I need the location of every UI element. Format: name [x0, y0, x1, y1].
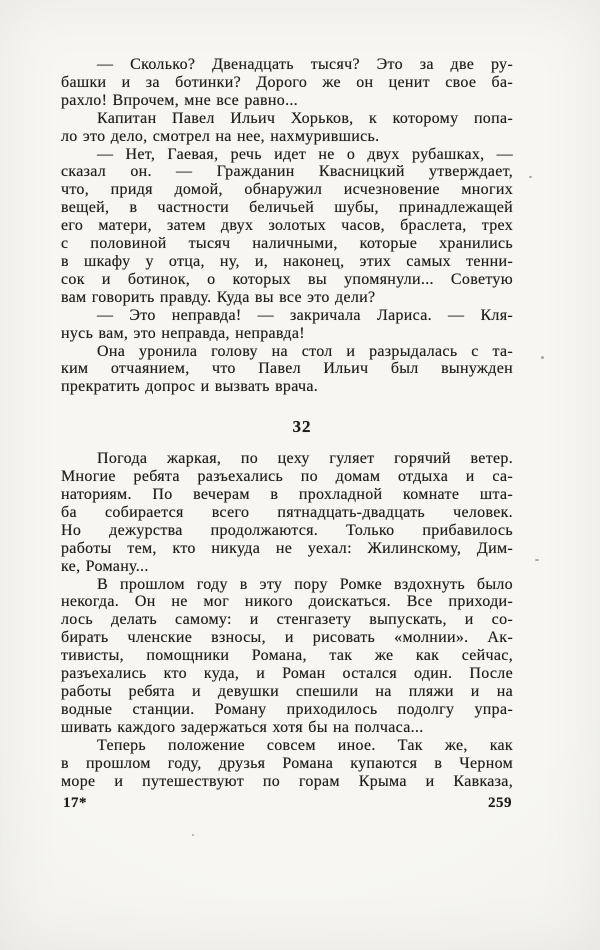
page-number: 259	[488, 795, 512, 811]
text-line: вам говорить правду. Куда вы все это дели?	[61, 288, 376, 306]
text-line: его матери, затем двух золотых часов, браслета, трех	[61, 217, 513, 235]
text-line: работы ребята и девушки спешили на пляжи и на	[61, 683, 513, 700]
paragraph	[61, 307, 513, 343]
chapter-number-heading: 32	[292, 417, 312, 437]
paragraph	[61, 146, 513, 307]
text-line: — Сколько? Двенадцать тысяч? Это за две ру-	[97, 56, 513, 73]
text-line: в прошлом году, друзья Романа купаются в Черном	[61, 754, 513, 772]
text-line: — Это неправда! — закричала Лариса. — Кля-	[97, 306, 513, 324]
text-line: лось делать самому: и стенгазету выпускать, и со-	[61, 611, 513, 629]
text-line: сказал он. — Гражданин Квасницкий утверждает,	[61, 163, 513, 181]
text-line: Но дежурства продолжаются. Только прибавилось	[61, 521, 513, 539]
text-line: В прошлом году в эту пору Ромке вздохнуть было	[97, 575, 513, 593]
scan-speck	[192, 834, 194, 836]
scan-speck	[535, 559, 539, 561]
text-line: сок и ботинок, о которых вы упомянули... Советую	[61, 270, 513, 288]
paragraph	[61, 56, 513, 110]
paragraph	[61, 450, 513, 575]
scan-speck	[541, 356, 544, 359]
text-line: Теперь положение совсем иное. Так же, как	[97, 736, 513, 754]
text-line: в шкафу у отца, ну, и, наконец, этих самых тенни-	[61, 252, 513, 270]
text-line: нусь вам, это неправда, неправда!	[61, 324, 305, 342]
text-line: ба собирается всего пятнадцать-двадцать человек.	[61, 503, 513, 521]
text-line: работы тем, кто никуда не уехал: Жилинскому, Дим-	[61, 539, 513, 557]
text-line: бирать членские взносы, и рисовать «молнии». Ак-	[61, 629, 513, 647]
text-line: — Нет, Гаевая, речь идет не о двух рубашках, —	[97, 145, 513, 163]
text-line: рахло! Впрочем, мне все равно...	[61, 91, 298, 109]
paragraph	[61, 576, 513, 737]
text-line: Она уронила голову на стол и разрыдалась с та-	[97, 342, 513, 360]
text-line: разъехались кто куда, и Роман остался один. После	[61, 665, 513, 683]
text-line: море и путешествуют по горам Крыма и Кавказа,	[61, 772, 513, 790]
text-line: вещей, в частности беличьей шубы, принадлежащей	[61, 199, 513, 217]
text-line: прекратить допрос и вызвать врача.	[61, 378, 319, 396]
page-text-block	[61, 56, 513, 790]
text-line: ким отчаянием, что Павел Ильич был вынужден	[61, 360, 513, 378]
text-line: ло это дело, смотрел на нее, нахмурившись.	[61, 127, 380, 145]
text-line: Погода жаркая, по цеху гуляет горячий ветер.	[97, 450, 513, 468]
text-line: шивать каждого задержаться хотя бы на полчаса...	[61, 718, 424, 736]
text-line: некогда. Он не мог никого доискаться. Все приходи-	[61, 593, 513, 611]
printers-signature: 17*	[63, 795, 87, 811]
paragraph	[61, 343, 513, 397]
paragraph	[61, 737, 513, 791]
text-line: башки и за ботинки? Дорого же он ценит свое ба-	[61, 73, 513, 91]
text-line: Многие ребята разъехались по домам отдыха и са-	[61, 468, 513, 486]
text-line: Капитан Павел Ильич Хорьков, к которому попа-	[97, 109, 513, 127]
text-line: водные станции. Роману приходилось подолгу упра-	[61, 700, 513, 718]
text-line: с половиной тысяч наличными, которые хранились	[61, 235, 513, 253]
text-line: что, придя домой, обнаружил исчезновение многих	[61, 181, 513, 199]
text-line: тивисты, помощники Романа, так же как сейчас,	[61, 647, 513, 665]
paragraph	[61, 110, 513, 146]
scan-speck	[529, 176, 532, 178]
text-line: ке, Роману...	[61, 557, 149, 575]
text-line: наториям. По вечерам в прохладной комнате шта-	[61, 486, 513, 504]
